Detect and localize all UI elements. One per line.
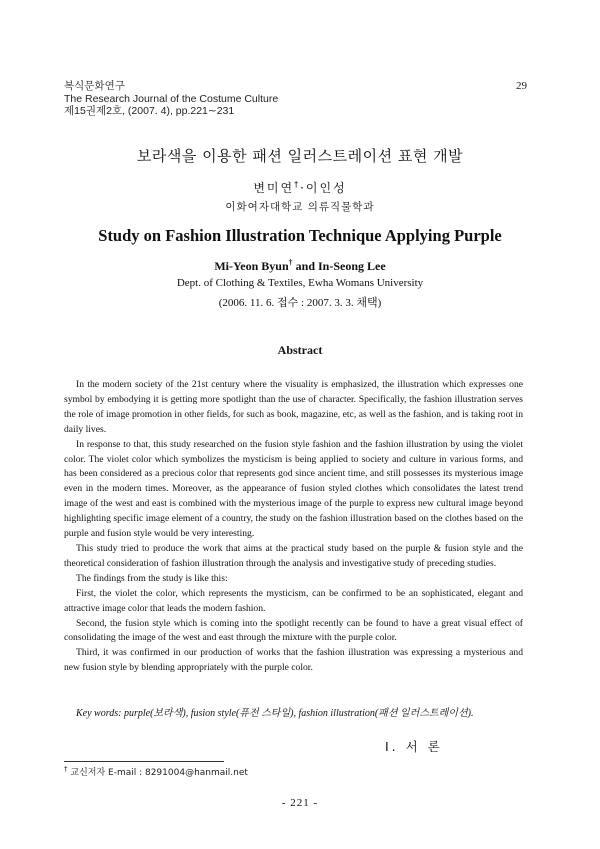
korean-affiliation: 이화여자대학교 의류직물학과 <box>225 201 375 213</box>
english-author-2: and In-Seong Lee <box>292 259 386 273</box>
abstract-paragraph: In the modern society of the 21st century where the visuality is emphasized, the illustration which expresses one symbol by embodying it is getting more spotlight than the use of character. Specifically, the fashion illustration serves the role of image promotion in other fields, for such as book, magazine, etc, as well as the fashion, and is taking root in daily lives. <box>64 379 523 435</box>
abstract-body <box>64 378 523 676</box>
abstract-paragraph: Second, the fusion style which is coming into the spotlight recently can be found to have a great visual effect of consolidating the image of the west and east through the mixture with the purple color. <box>64 617 523 644</box>
korean-title: 보라색을 이용한 패션 일러스트레이션 표현 개발 <box>136 147 464 165</box>
abstract-paragraph: This study tried to produce the work that aims at the practical study based on the purple & fusion style and the theoretical consideration of fashion illustration through the analysis and investigative study of preceding studies. <box>64 542 523 569</box>
footnote-text: 교신저자 E-mail : 8291004@hanmail.net <box>70 768 248 778</box>
footnote-dagger: † <box>64 765 68 773</box>
section-heading-introduction: Ⅰ. 서 론 <box>385 739 443 754</box>
abstract-paragraph: Third, it was confirmed in our production of works that the fashion illustration was expressing a mysterious and new fusion style by blending appropriately with the purple color. <box>64 647 523 674</box>
corresponding-dagger-en: † <box>288 258 293 267</box>
submission-dates: (2006. 11. 6. 접수 : 2007. 3. 3. 채택) <box>218 297 382 309</box>
abstract-paragraph: In response to that, this study researched on the fusion style fashion and the fashion illustration by using the violet color. The violet color which symbolizes the mysticism is being applied to society and culture in various forms, and has been considered as a precious color that represents god since ancient time, and still possesses its mysterious image even in the modern times. Moreover, as the appearance of fusion styled clothes which consolidates the latest trend image of the west and east is combined with the mysterious image of the purple to express new cultural image beyond highlighting specific image element of a country, the study on the fashion illustration based on the clothes based on the purple and fusion style would be very interesting. <box>64 438 523 540</box>
korean-author-1: 변미연 <box>253 181 295 195</box>
abstract-paragraph: The findings from the study is like this: <box>76 572 228 584</box>
corresponding-dagger-kr: † <box>294 180 301 189</box>
abstract-paragraph: First, the violet the color, which represents the mysticism, can be confirmed to be an sophisticated, elegant and attractive image color that leads the modern fashion. <box>64 587 523 614</box>
journal-issue-info: 제15권제2호, (2007. 4), pp.221∼231 <box>64 105 235 117</box>
journal-name-english: The Research Journal of the Costume Culture <box>64 92 279 105</box>
english-title: Study on Fashion Illustration Technique Applying Purple <box>98 226 502 245</box>
korean-authors <box>0 179 600 196</box>
footnote-rule <box>64 761 224 762</box>
journal-name-korean: 복식문화연구 <box>64 80 125 92</box>
abstract-heading: Abstract <box>277 343 323 357</box>
english-author-1: Mi-Yeon Byun <box>214 259 289 273</box>
page-footer-number: - 221 - <box>281 797 319 809</box>
footnote <box>64 765 248 778</box>
korean-author-2: ·이인성 <box>300 181 347 195</box>
keywords: Key words: purple(보라색), fusion style(퓨전 스타일), fashion illustration(패션 일러스트레이션). <box>76 708 474 719</box>
journal-header <box>64 80 278 118</box>
running-page-number: 29 <box>516 80 527 92</box>
english-authors <box>0 258 600 274</box>
english-affiliation: Dept. of Clothing & Textiles, Ewha Womans University <box>176 277 424 289</box>
